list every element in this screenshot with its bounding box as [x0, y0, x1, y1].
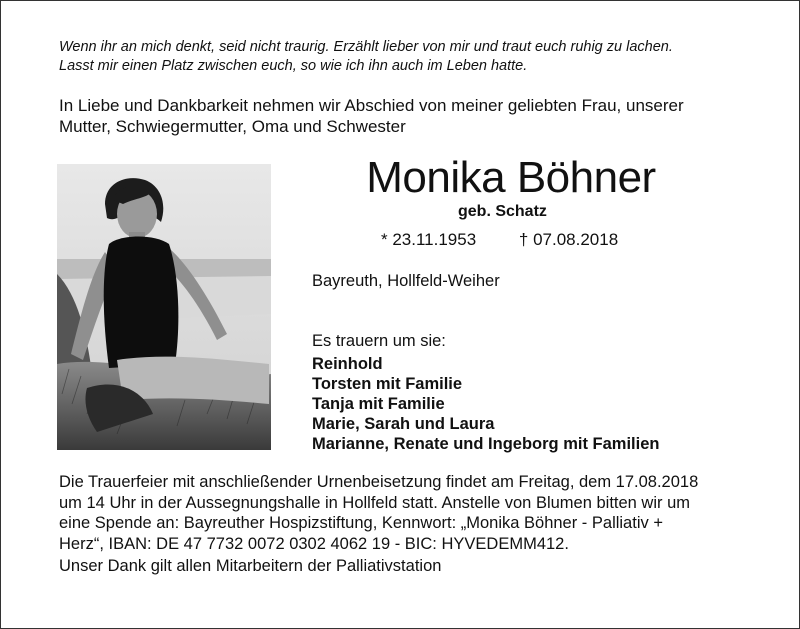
deceased-name: Monika Böhner	[366, 153, 656, 202]
mourner-name: Marie, Sarah und Laura	[312, 415, 495, 433]
motto-quote	[59, 38, 779, 76]
portrait-photo	[57, 164, 271, 450]
life-dates	[381, 230, 618, 250]
service-line: Herz“, IBAN: DE 47 7732 0072 0302 4062 19 - BIC: HYVEDEMM412.	[59, 534, 569, 553]
thanks-note: Unser Dank gilt allen Mitarbeitern der Palliativstation	[59, 557, 442, 575]
mourners-list	[312, 354, 659, 454]
service-line: eine Spende an: Bayreuther Hospizstiftung, Kennwort: „Monika Böhner - Palliativ +	[59, 514, 663, 532]
intro-text	[59, 95, 779, 137]
residence-place: Bayreuth, Hollfeld-Weiher	[312, 272, 500, 290]
motto-line: Lasst mir einen Platz zwischen euch, so wie ich ihn auch im Leben hatte.	[59, 58, 528, 74]
mourner-name: Marianne, Renate und Ingeborg mit Familien	[312, 435, 660, 453]
intro-line: Mutter, Schwiegermutter, Oma und Schwester	[59, 117, 406, 136]
maiden-name: geb. Schatz	[458, 203, 547, 220]
birth-date: * 23.11.1953	[381, 230, 477, 249]
mourner-name: Torsten mit Familie	[312, 375, 463, 393]
mourner-name: Reinhold	[312, 355, 383, 373]
funeral-service-info	[59, 472, 749, 554]
intro-line: In Liebe und Dankbarkeit nehmen wir Abschied von meiner geliebten Frau, unserer	[59, 96, 684, 115]
mourners-heading: Es trauern um sie:	[312, 332, 446, 350]
service-line: Die Trauerfeier mit anschließender Urnenbeisetzung findet am Freitag, dem 17.08.2018	[59, 473, 699, 491]
service-line: um 14 Uhr in der Aussegnungshalle in Hollfeld statt. Anstelle von Blumen bitten wir um	[59, 493, 691, 512]
mourner-name: Tanja mit Familie	[312, 395, 445, 413]
motto-line: Wenn ihr an mich denkt, seid nicht traurig. Erzählt lieber von mir und traut euch ruhig zu lachen.	[59, 39, 673, 55]
death-date: † 07.08.2018	[518, 230, 619, 249]
